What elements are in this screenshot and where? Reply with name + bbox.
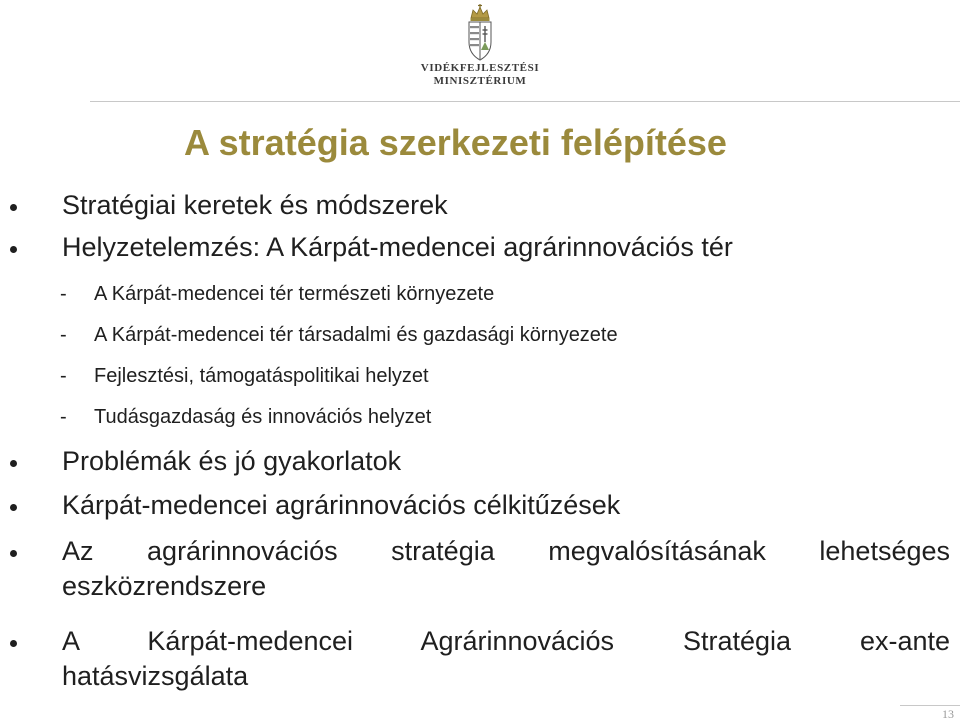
bullet-dot-icon (10, 204, 17, 211)
bullet-text-line2: hatásvizsgálata (62, 661, 249, 691)
bullet-item (62, 490, 620, 521)
dash-marker: - (60, 324, 67, 346)
page-number: 13 (942, 707, 954, 721)
sub-item (60, 324, 618, 347)
bullet-dot-icon (10, 460, 17, 467)
sub-item (60, 283, 495, 306)
slide-title: A stratégia szerkezeti felépítése (184, 122, 727, 163)
bullet-text: Problémák és jó gyakorlatok (62, 446, 402, 476)
bullet-dot-icon (10, 504, 17, 511)
bullet-text-line1: A Kárpát-medencei Agrárinnovációs Stratégia ex-ante (62, 626, 950, 656)
bullet-dot-icon (10, 640, 17, 647)
bullet-text: Helyzetelemzés: A Kárpát-medencei agrárinnovációs tér (62, 232, 733, 262)
header-divider (90, 101, 960, 102)
bullet-item (62, 446, 401, 477)
bullet-dot-icon (10, 246, 17, 253)
sub-item (60, 406, 432, 429)
coat-of-arms-icon (463, 4, 497, 62)
sub-item-text: Tudásgazdaság és innovációs helyzet (94, 406, 432, 428)
bullet-item (62, 232, 733, 263)
bullet-item-long (62, 626, 950, 692)
dash-marker: - (60, 406, 67, 428)
ministry-logo (420, 4, 540, 88)
bullet-text-line1: Az agrárinnovációs stratégia megvalósításának lehetséges (62, 536, 950, 566)
bullet-item (62, 190, 448, 221)
dash-marker: - (60, 365, 67, 387)
footer-divider (900, 705, 960, 706)
dash-marker: - (60, 283, 67, 305)
sub-item-text: A Kárpát-medencei tér társadalmi és gazdasági környezete (94, 324, 618, 346)
bullet-text: Kárpát-medencei agrárinnovációs célkitűzések (62, 490, 621, 520)
logo-text-line2: MINISZTÉRIUM (433, 75, 527, 87)
sub-item (60, 365, 429, 388)
sub-item-text: A Kárpát-medencei tér természeti környezete (94, 283, 495, 305)
bullet-text-line2: eszközrendszere (62, 571, 267, 601)
logo-text-line1: VIDÉKFEJLESZTÉSI (420, 62, 540, 74)
bullet-item-long (62, 536, 950, 602)
bullet-text: Stratégiai keretek és módszerek (62, 190, 448, 220)
sub-item-text: Fejlesztési, támogatáspolitikai helyzet (94, 365, 429, 387)
bullet-dot-icon (10, 550, 17, 557)
